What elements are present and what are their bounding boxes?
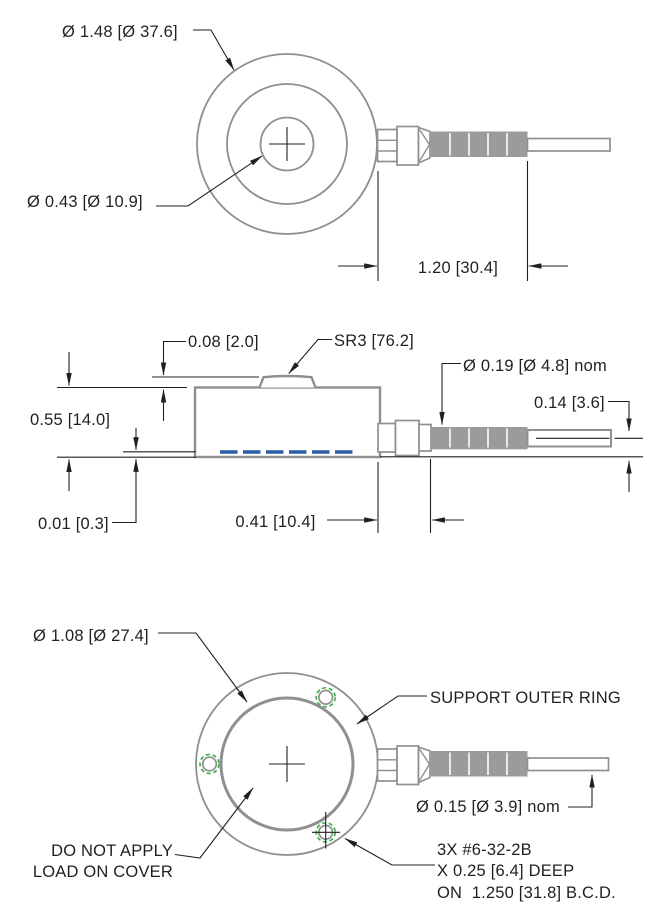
connector-ring [378,424,396,453]
connector-ring [378,749,398,781]
leader-line [568,775,592,807]
leader-line [164,342,187,376]
dim-label: Ø 0.19 [Ø 4.8] nom [463,357,607,375]
label-outer-diameter [62,23,234,70]
label-cover-diameter [33,627,247,702]
dim-standoff [38,428,136,533]
dim-total-height [30,352,110,491]
leader-line [345,839,435,866]
dim-label: Ø 0.15 [Ø 3.9] nom [416,798,560,816]
bottom-view [33,627,621,902]
cable [528,139,611,152]
cable [528,758,609,771]
side-cable-connector [378,421,611,456]
leader-line [289,340,332,374]
connector-collar [419,425,431,452]
label-support-outer-ring [357,689,621,724]
dim-connector-length [235,459,464,533]
top-cable-connector [378,127,611,166]
strain-relief-sleeve [431,427,528,449]
tap-note-line3: ON 1.250 [31.8] B.C.D. [437,884,616,902]
warning-text-line2: LOAD ON COVER [32,863,173,881]
top-view [27,23,610,281]
tap-note-line1: 3X #6-32-2B [437,841,532,859]
leader-line [442,364,461,425]
tap-note-line2: X 0.25 [6.4] DEEP [437,862,575,880]
dim-label: 0.01 [0.3] [38,515,109,533]
connector-collar [419,128,431,164]
dim-cable-assembly-length [338,161,568,281]
connector-ring [378,130,398,162]
label-load-warning [33,788,253,881]
leader-line [193,30,234,70]
label-strain-relief-dia [442,357,607,425]
leader-line [158,633,247,702]
connector-nut [397,746,419,785]
tapped-hole [319,691,333,705]
bottom-cable-connector [378,746,609,785]
note-label: SUPPORT OUTER RING [430,689,621,707]
leader-line [608,402,629,432]
leader-line [112,459,136,522]
side-view [30,332,643,533]
dim-label: 0.41 [10.4] [235,513,316,531]
dim-label: 0.55 [14.0] [30,411,111,429]
connector-collar [419,747,431,783]
load-button [260,376,316,388]
warning-text-line1: DO NOT APPLY [51,842,173,860]
body-outline [195,388,380,458]
dim-label: 1.20 [30.4] [417,259,499,277]
label-cable-diameter [416,775,592,816]
leader-line [175,788,253,858]
mounting-hole-left [200,755,219,774]
dim-label: Ø 1.08 [Ø 27.4] [33,627,149,645]
strain-relief-sleeve [430,751,528,777]
bottom-center-mark [269,746,305,782]
dim-label: Ø 1.48 [Ø 37.6] [62,23,178,41]
connector-nut [397,127,419,166]
dim-label: SR3 [76.2] [334,332,414,350]
dim-label: Ø 0.43 [Ø 10.9] [27,193,143,211]
strain-relief-sleeve [430,132,528,158]
top-center-mark [269,127,305,161]
connector-nut [396,421,420,456]
label-bore-diameter [27,156,262,211]
leader-line [156,156,262,206]
dim-label: 0.14 [3.6] [534,394,605,412]
tapped-hole [203,757,217,771]
mounting-hole-upper-right [316,688,335,707]
label-button-radius [289,332,414,374]
label-tapped-holes [345,839,616,903]
dim-label: 0.08 [2.0] [188,333,259,351]
mounting-hole-lower-right [312,812,340,849]
